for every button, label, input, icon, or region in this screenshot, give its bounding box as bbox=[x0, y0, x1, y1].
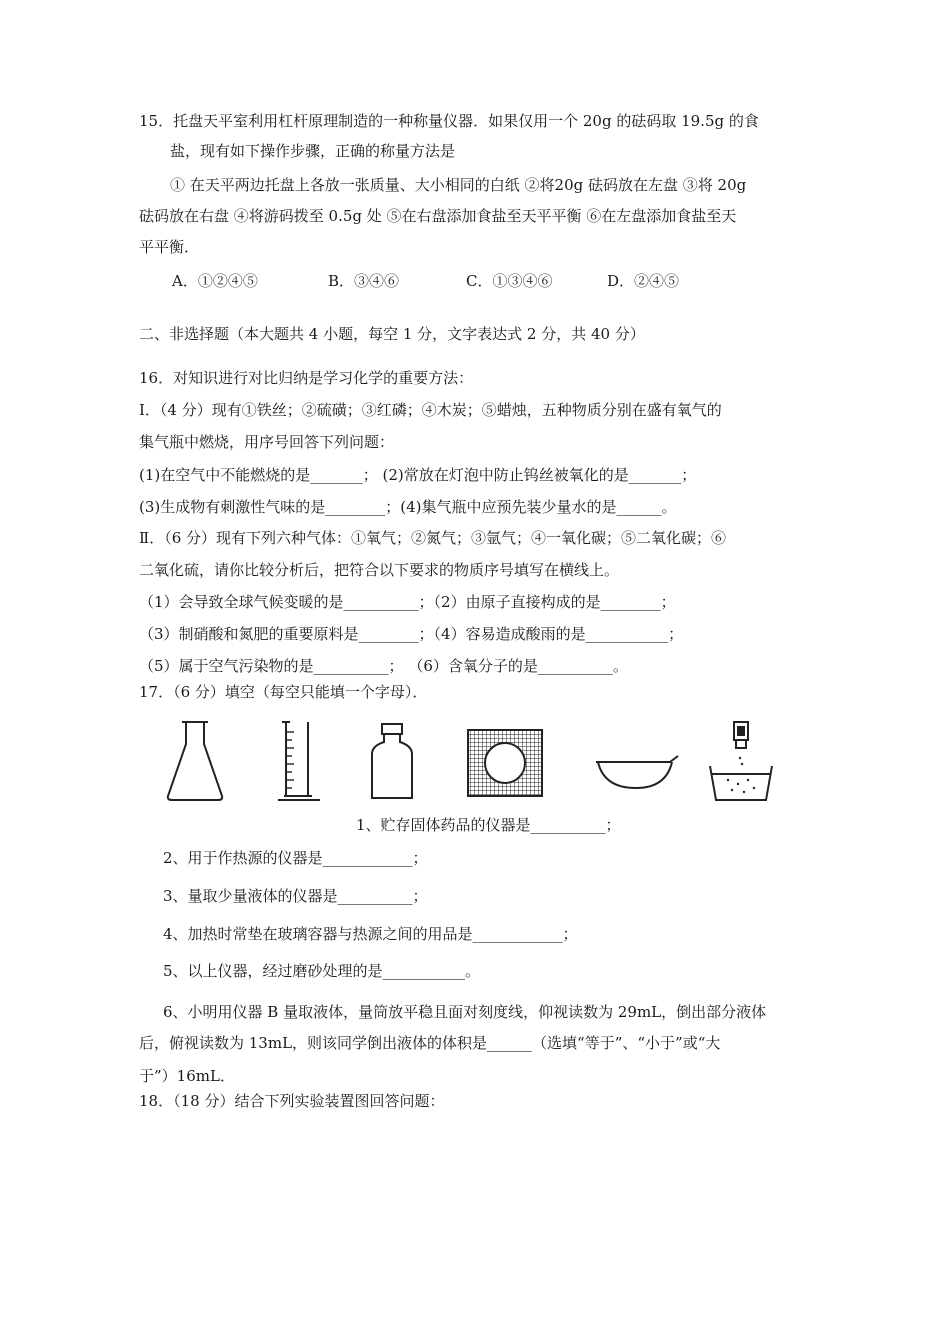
q16-line-8: （1）会导致全球气候变暖的是__________；（2）由原子直接构成的是________； bbox=[139, 593, 676, 611]
q18-line-1: 18．（18 分）结合下列实验装置图回答问题： bbox=[139, 1092, 445, 1110]
q16-line-1: 16．对知识进行对比归纳是学习化学的重要方法： bbox=[139, 369, 474, 387]
q16-line-5: (3)生成物有刺激性气味的是________；(4)集气瓶中应预先装少量水的是______。 bbox=[139, 498, 677, 516]
section-2-heading: 二、非选择题（本大题共 4 小题，每空 1 分，文字表达式 2 分，共 40 分） bbox=[139, 325, 645, 343]
q16-line-4: (1)在空气中不能燃烧的是_______； (2)常放在灯泡中防止钨丝被氧化的是_______； bbox=[139, 466, 697, 484]
q16-line-10: （5）属于空气污染物的是__________； （6）含氧分子的是__________。 bbox=[139, 657, 628, 675]
q17-sub-6-line-1: 6、小明用仪器 B 量取液体，量筒放平稳且面对刻度线，仰视读数为 29mL，倒出部分液体 bbox=[163, 1003, 767, 1021]
q17-sub-3: 3、量取少量液体的仪器是__________； bbox=[163, 887, 428, 905]
instrument-figure bbox=[150, 718, 790, 808]
q15-option-c: C．①③④⑥ bbox=[466, 272, 553, 290]
q15-line-5: 平平衡． bbox=[139, 238, 200, 256]
alcohol-lamp-icon bbox=[708, 718, 774, 804]
q16-line-2: Ⅰ．（4 分）现有①铁丝；②硫磺；③红磷；④木炭；⑤蜡烛，五种物质分别在盛有氧气的 bbox=[139, 401, 722, 419]
q15-line-3: ① 在天平两边托盘上各放一张质量、大小相同的白纸 ②将20g 砝码放在左盘 ③将 20g bbox=[170, 176, 747, 194]
graduated-cylinder-icon bbox=[276, 718, 322, 804]
q16-line-7: 二氧化硫，请你比较分析后，把符合以下要求的物质序号填写在横线上。 bbox=[139, 561, 620, 579]
q15-line-1: 15．托盘天平室利用杠杆原理制造的一种称量仪器．如果仅用一个 20g 的砝码取 19.5g 的食 bbox=[139, 112, 759, 130]
q17-sub-4: 4、加热时常垫在玻璃容器与热源之间的用品是____________； bbox=[163, 925, 578, 943]
q15-line-4: 砝码放在右盘 ④将游码拨至 0.5g 处 ⑤在右盘添加食盐至天平平衡 ⑥在左盘添加食盐至天 bbox=[139, 207, 737, 225]
q17-sub-6-line-2: 后，俯视读数为 13mL，则该同学倒出液体的体积是______（选填“等于”、“小于”或“大 bbox=[139, 1034, 721, 1052]
q15-option-d: D．②④⑤ bbox=[607, 272, 680, 290]
q16-line-9: （3）制硝酸和氮肥的重要原料是________；（4）容易造成酸雨的是___________； bbox=[139, 625, 684, 643]
q15-option-b: B．③④⑥ bbox=[328, 272, 400, 290]
q17-sub-2: 2、用于作热源的仪器是____________； bbox=[163, 849, 428, 867]
evaporating-dish-icon bbox=[590, 718, 684, 804]
q16-line-6: Ⅱ．（6 分）现有下列六种气体：①氧气；②氮气；③氩气；④一氧化碳；⑤二氧化碳；⑥ bbox=[139, 529, 727, 547]
conical-flask-icon bbox=[164, 718, 226, 804]
q17-line-1: 17．（6 分）填空（每空只能填一个字母）． bbox=[139, 683, 428, 701]
asbestos-gauze-icon bbox=[466, 718, 544, 798]
q16-line-3: 集气瓶中燃烧，用序号回答下列问题： bbox=[139, 433, 395, 451]
q15-line-2: 盐，现有如下操作步骤，正确的称量方法是 bbox=[170, 142, 456, 160]
wide-mouth-bottle-icon bbox=[366, 718, 418, 804]
q17-sub-5: 5、以上仪器，经过磨砂处理的是___________。 bbox=[163, 962, 481, 980]
q15-option-a: A．①②④⑤ bbox=[172, 272, 258, 290]
q17-sub-1: 1、贮存固体药品的仪器是__________； bbox=[356, 816, 621, 834]
q17-sub-6-line-3: 于”）16mL． bbox=[139, 1067, 235, 1085]
